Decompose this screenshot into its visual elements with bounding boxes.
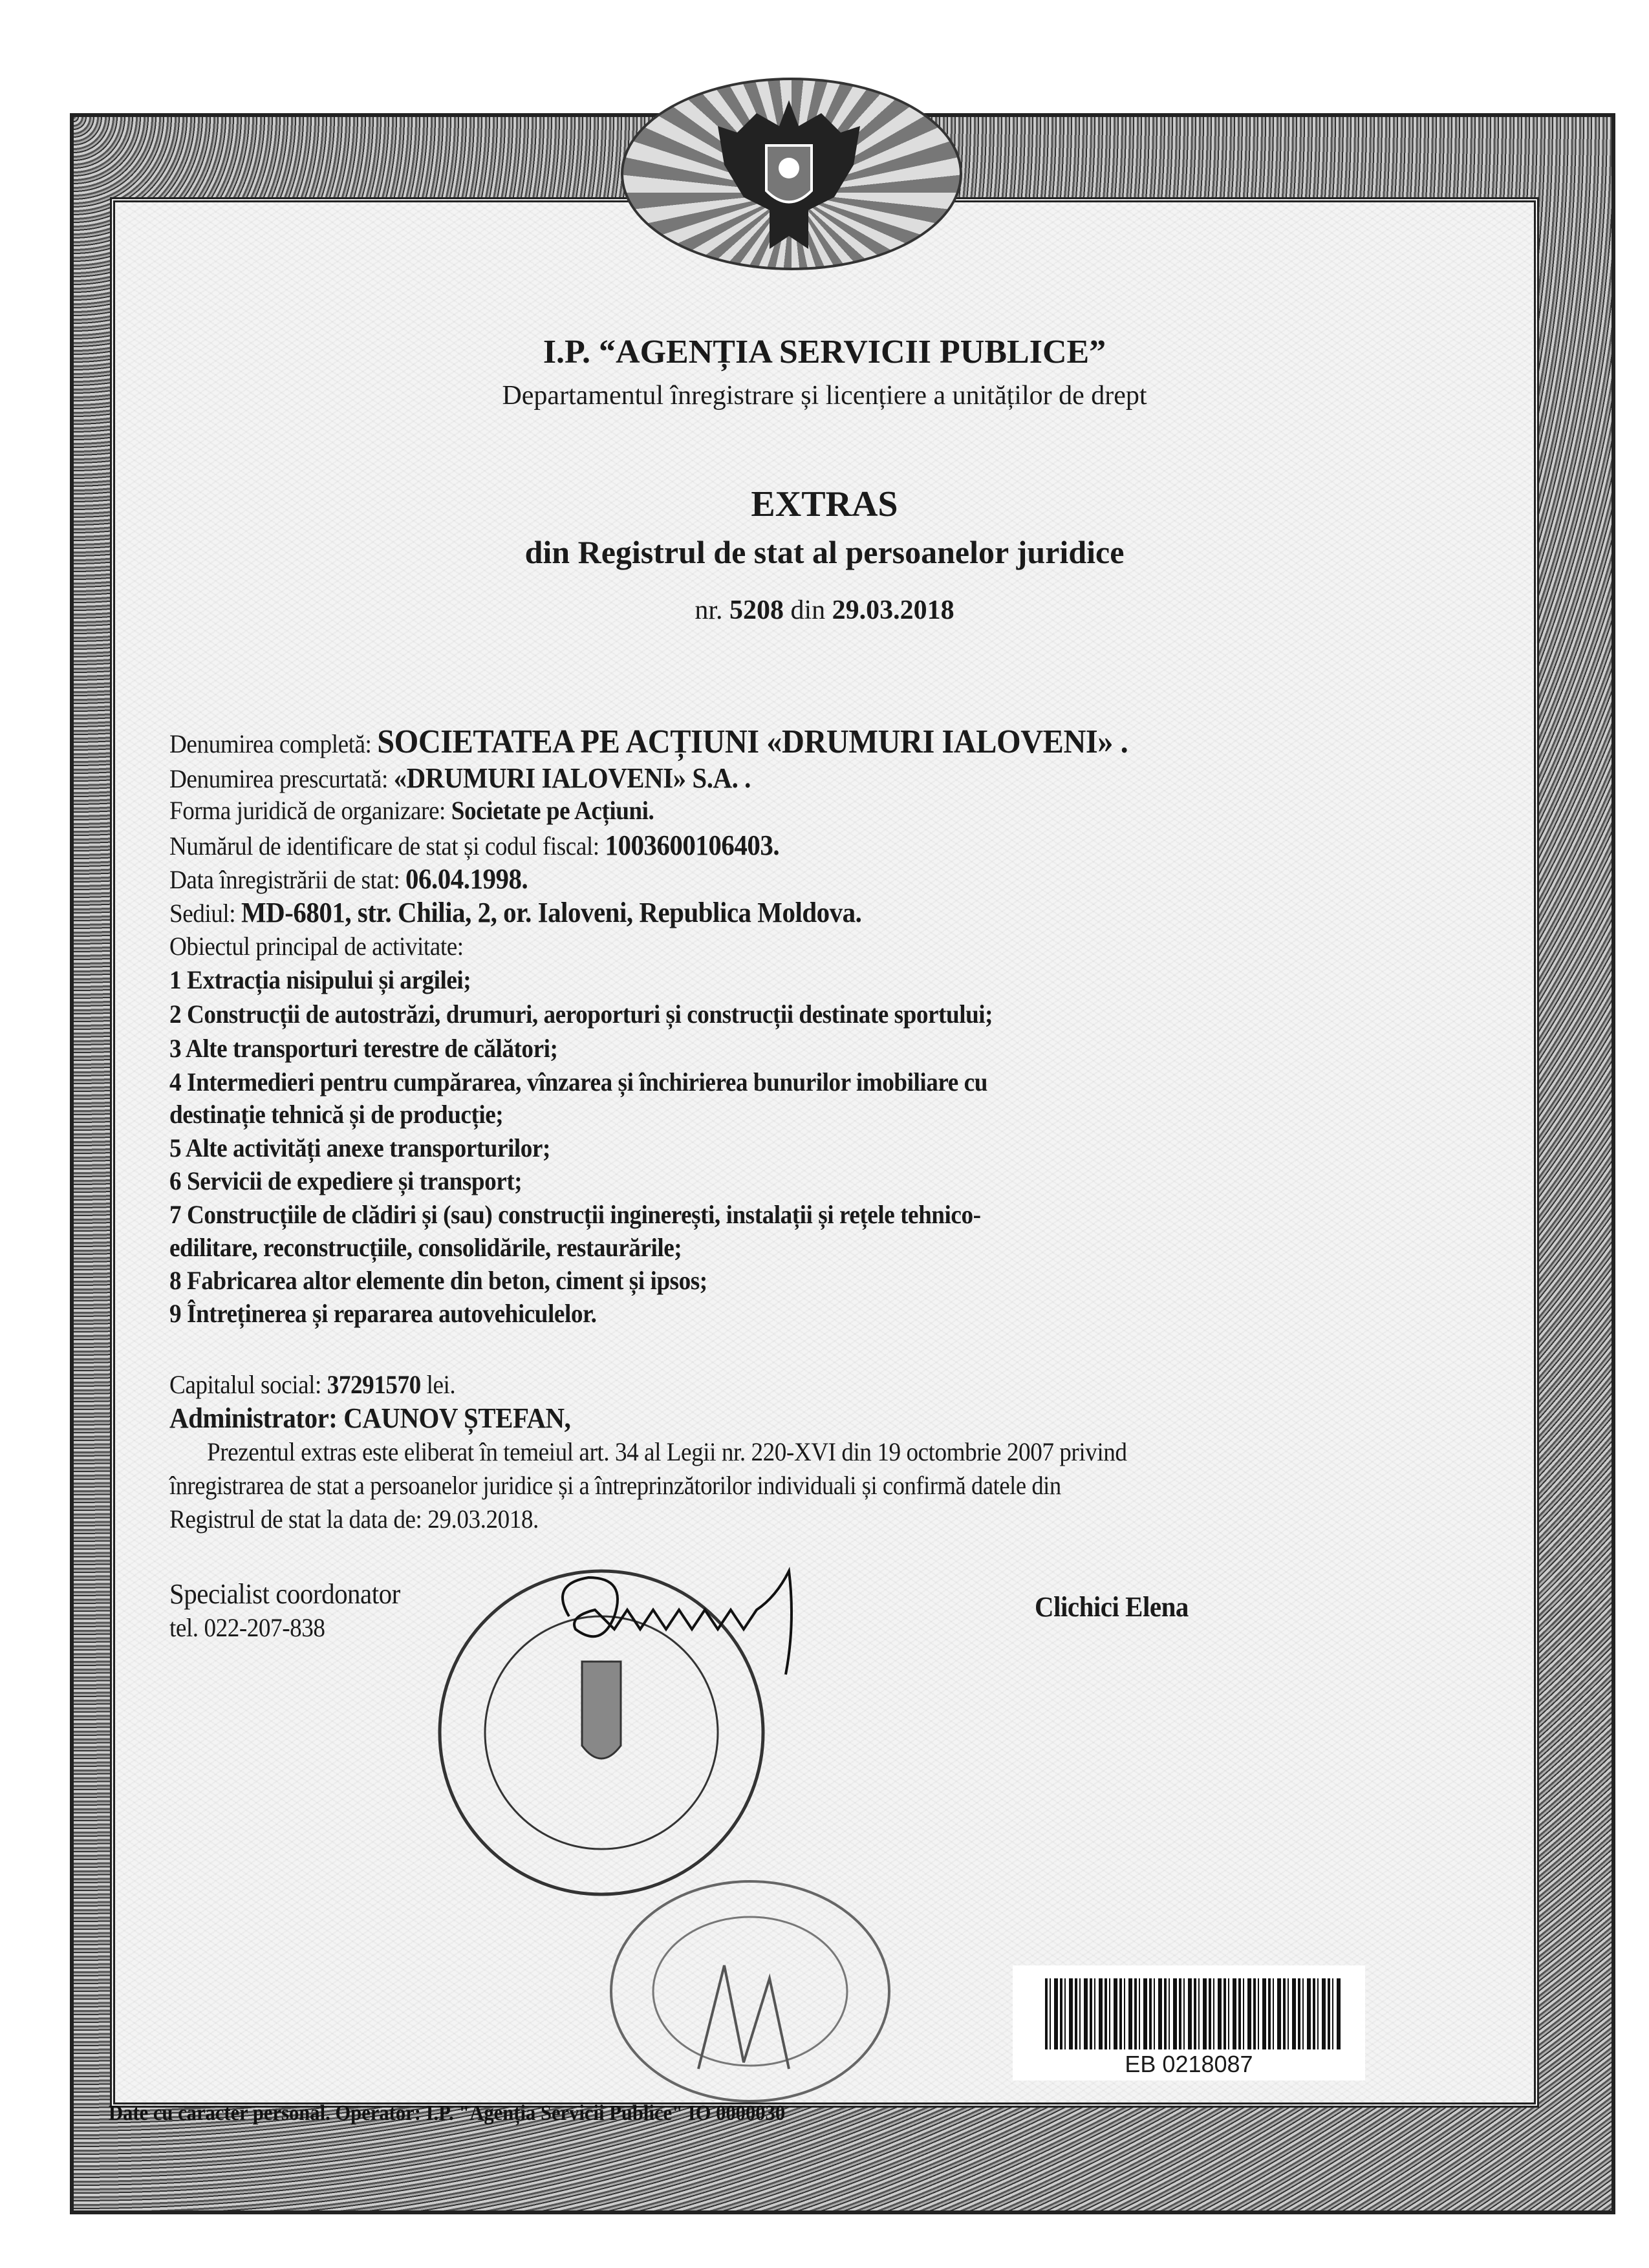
legal-form: Societate pe Acțiuni. (451, 796, 654, 825)
activity-item: 8 Fabricarea altor elemente din beton, ciment și ipsos; (169, 1266, 707, 1295)
company-stamp (601, 1875, 899, 2108)
activity-item: 7 Construcțiile de clădiri și (sau) construcții inginerești, instalații și rețele tehnico- (169, 1200, 981, 1229)
signatory-role: Specialist coordonator (169, 1578, 400, 1610)
activity-item: 3 Alte transporturi terestre de călători; (169, 1034, 558, 1063)
administrator: Administrator: CAUNOV ȘTEFAN, (169, 1402, 571, 1434)
statement-line: Prezentul extras este eliberat în temeiul art. 34 al Legii nr. 220-XVI din 19 octombrie 2007 privind (207, 1437, 1127, 1466)
barcode (1013, 1965, 1365, 2081)
reg-date-row (169, 862, 528, 895)
signatory-phone: tel. 022-207-838 (169, 1613, 325, 1642)
reg-date: 06.04.1998. (405, 863, 528, 895)
label: Capitalul social: (169, 1370, 321, 1399)
capital-unit: lei. (426, 1370, 456, 1399)
activity-item: 9 Întreținerea și repararea autovehiculelor. (169, 1299, 597, 1328)
activity-item: 2 Construcții de autostrăzi, drumuri, aeroporturi și construcții destinate sportului; (169, 1000, 993, 1029)
agency-title: I.P. “AGENȚIA SERVICII PUBLICE” (543, 334, 1106, 370)
activity-item: 6 Servicii de expediere și transport; (169, 1166, 523, 1195)
label: Denumirea completă: (169, 729, 372, 758)
short-name: «DRUMURI IALOVENI» S.A. . (393, 762, 751, 794)
moldova-coat-of-arms-icon (692, 87, 886, 262)
activity-item: edilitare, reconstrucțiile, consolidările, restaurările; (169, 1233, 682, 1262)
signatory-name: Clichici Elena (1035, 1591, 1189, 1623)
nr-value: 5208 (729, 595, 784, 625)
idno-row (169, 829, 779, 862)
department-name: Departamentul înregistrare și licențiere a unităților de drept (502, 381, 1147, 411)
barcode-number: EB 0218087 (1125, 2051, 1253, 2077)
date-value: 29.03.2018 (832, 595, 954, 625)
full-name: SOCIETATEA PE ACȚIUNI «DRUMURI IALOVENI» . (377, 723, 1128, 760)
statement-line: Registrul de stat la data de: 29.03.2018. (169, 1504, 539, 1534)
label: Sediul: (169, 899, 236, 928)
date-label: din (790, 595, 826, 625)
label: Numărul de identificare de stat și codul fiscal: (169, 831, 599, 861)
idno: 1003600106403. (605, 829, 780, 861)
activity-item: 1 Extracția nisipului și argilei; (169, 965, 471, 994)
activity-item: destinație tehnică și de producție; (169, 1100, 504, 1129)
seat-row (169, 896, 861, 929)
label: Data înregistrării de stat: (169, 865, 400, 894)
signature (530, 1558, 918, 1687)
footer-note: Date cu caracter personal. Operator: I.P. "Agenția Servicii Publice" IO 0000030 (109, 2101, 786, 2125)
activity-item: 4 Intermedieri pentru cumpărarea, vînzarea și închirierea bunurilor imobiliare cu (169, 1067, 987, 1097)
activity-label: Obiectul principal de activitate: (169, 932, 464, 961)
nr-label: nr. (695, 595, 723, 625)
document-number (0, 595, 1649, 626)
label: Denumirea prescurtată: (169, 764, 388, 793)
seat: MD-6801, str. Chilia, 2, or. Ialoveni, Republica Moldova. (241, 897, 862, 928)
document-subtitle: din Registrul de stat al persoanelor juridice (524, 534, 1125, 570)
capital-row (169, 1369, 455, 1400)
capital-value: 37291570 (327, 1370, 421, 1399)
barcode-bars (1045, 1978, 1342, 2049)
statement-line: înregistrarea de stat a persoanelor juridice și a întreprinzătorilor individuali și confirmă datele din (169, 1471, 1061, 1500)
document-title: EXTRAS (751, 484, 898, 524)
full-name-row (169, 723, 1128, 761)
short-name-row (169, 762, 751, 795)
label: Forma juridică de organizare: (169, 796, 446, 825)
legal-form-row (169, 795, 654, 826)
activity-item: 5 Alte activități anexe transporturilor; (169, 1133, 550, 1162)
